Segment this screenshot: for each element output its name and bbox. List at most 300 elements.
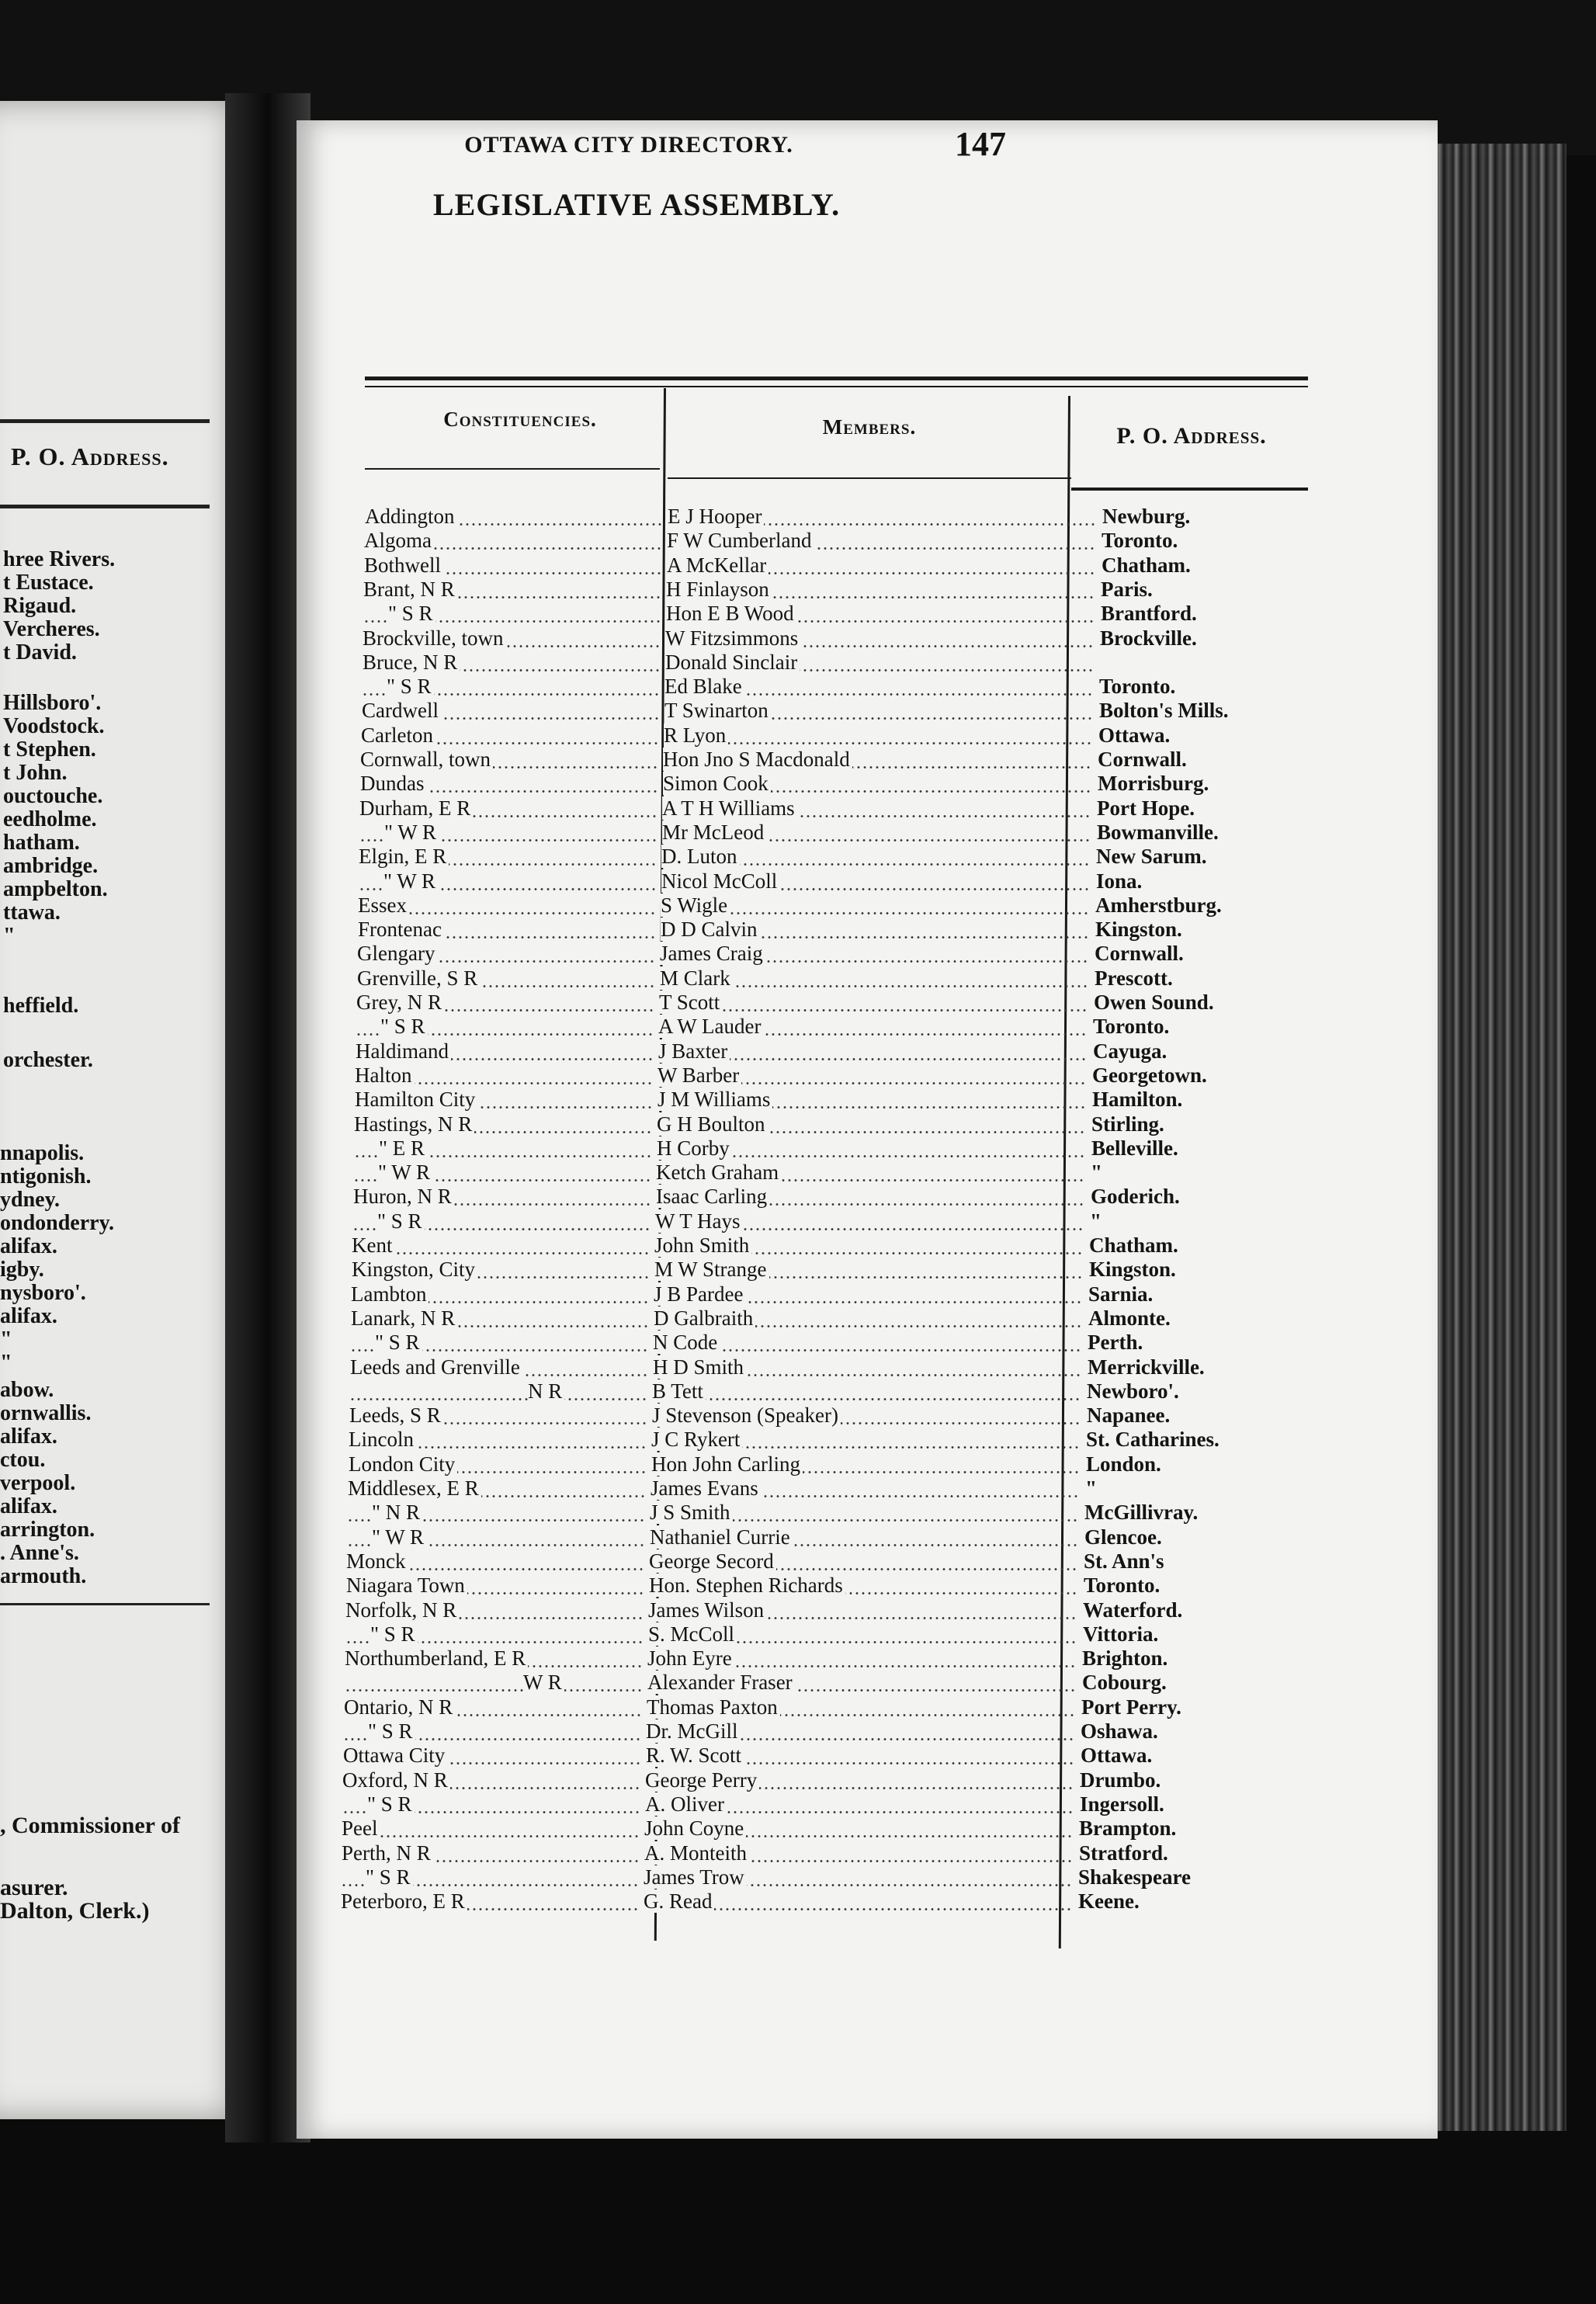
member-row [342,1841,1343,1865]
address-cell-text: Chatham. [1089,1234,1178,1257]
left-address-item: ondonderry. [0,1211,115,1235]
member-row [363,578,1365,602]
constituency-cell-text: Halton [355,1064,415,1087]
left-address-item: alifax. [0,1304,57,1328]
constituency-cell-text: Bruce, N R [363,651,460,674]
member-cell [667,529,1094,553]
member-row [360,748,1362,772]
member-cell [664,675,1091,699]
member-cell [648,1598,1075,1622]
left-address-item: " [0,1351,12,1375]
member-row [349,1379,1351,1404]
constituency-cell [342,1841,640,1865]
left-address-item: arrington. [0,1518,95,1542]
member-cell [644,1841,1071,1865]
address-cell [1100,626,1356,651]
constituency-cell-text: " W R [383,869,438,893]
member-cell [654,1282,1081,1306]
member-cell-text: T Scott [659,991,722,1014]
member-row [359,796,1361,821]
left-address-item: Voodstock. [3,714,105,738]
member-cell-text: E J Hooper [668,505,764,528]
left-address-item: t Eustace. [3,571,94,595]
address-cell-text: Waterford. [1083,1598,1183,1622]
member-cell [654,1234,1081,1258]
constituency-cell-text: Lincoln [349,1428,416,1451]
address-cell-text: Morrisburg. [1098,772,1209,795]
address-cell-text: Ottawa. [1098,723,1171,747]
member-row [347,1501,1348,1525]
address-cell-text: Port Hope. [1097,796,1195,820]
left-address-item: orchester. [3,1048,93,1072]
left-address-item: verpool. [0,1471,76,1495]
member-row [364,553,1365,578]
address-cell-text: Toronto. [1093,1015,1170,1038]
constituency-cell-text: London City [349,1452,457,1476]
member-cell-text: G. Read [644,1889,714,1913]
address-cell-text: Belleville. [1091,1136,1178,1160]
left-address-item: " [3,924,16,948]
address-cell [1098,748,1354,772]
address-cell-text: McGillivray. [1084,1501,1199,1524]
address-cell [1091,1161,1347,1185]
member-row [349,1452,1350,1476]
constituency-cell-text: Middlesex, E R [348,1476,481,1500]
constituency-cell-text: Lambton [351,1282,428,1306]
member-cell-text: M Clark [660,966,733,990]
constituency-cell [354,1136,653,1161]
member-cell-text: Alexander Fraser [647,1671,795,1694]
member-cell-text: Donald Sinclair [665,651,800,674]
constituency-cell [363,602,662,626]
member-row [359,821,1361,845]
member-cell [656,1161,1083,1185]
constituency-cell-text: Grenville, S R [357,966,480,990]
address-cell [1079,1841,1335,1865]
constituency-cell [356,1039,654,1064]
constituency-cell [363,578,662,602]
member-cell-text: John Smith [654,1234,751,1257]
constituency-cell [349,1404,648,1428]
member-cell [652,1404,1079,1428]
member-cell [647,1646,1074,1671]
address-cell-text: Owen Sound. [1094,991,1214,1014]
address-cell [1096,869,1352,893]
member-cell-text: M W Strange [654,1258,769,1281]
constituency-cell [347,1501,646,1525]
address-cell-text: Ingersoll. [1080,1792,1164,1816]
constituency-cell-text: Carleton [361,723,435,747]
left-address-item: Rigaud. [3,594,77,618]
address-cell-text: Brantford. [1101,602,1197,625]
address-cell [1088,1282,1344,1306]
address-cell [1080,1768,1336,1792]
member-cell [650,1501,1077,1525]
member-cell-text: Simon Cook [663,772,771,795]
constituency-cell [362,675,661,699]
constituency-cell [342,1816,640,1841]
member-cell-text: James Trow [644,1865,747,1889]
address-cell-text: " [1090,1209,1102,1233]
constituency-cell-text: Durham, E R [359,796,473,820]
member-cell-text: Nathaniel Currie [650,1525,793,1549]
member-cell [665,626,1092,651]
address-cell-text: Brampton. [1079,1816,1177,1840]
member-cell-text: N Code [653,1331,720,1354]
address-cell-text: Brockville. [1100,626,1197,650]
constituency-cell-text: " N R [372,1501,422,1524]
member-row [352,1258,1353,1282]
address-cell [1091,1112,1348,1136]
member-cell [649,1549,1076,1574]
left-address-item: nnapolis. [0,1141,85,1165]
constituency-cell-text: " S R [377,1209,425,1233]
address-cell [1092,1064,1348,1088]
address-cell-text: Kingston. [1089,1258,1176,1281]
member-cell-text: R Lyon [664,723,728,747]
constituency-cell-text: Peel [342,1816,380,1840]
member-row [363,651,1364,675]
address-cell-text: Amherstburg. [1095,893,1222,917]
left-address-item: Hillsboro'. [3,691,102,715]
address-cell [1092,1088,1348,1112]
constituency-cell [355,1064,654,1088]
address-cell-text: Cornwall. [1098,748,1187,771]
member-row [341,1889,1342,1914]
constituency-cell-text: Niagara Town [346,1574,467,1597]
constituency-cell [360,772,659,796]
constituency-cell-text: Cornwall, town [360,748,493,771]
constituency-cell-text: Monck [346,1549,408,1573]
address-cell-text: Cayuga. [1093,1039,1168,1063]
member-row [358,918,1359,942]
constituency-cell-text: Brockville, town [363,626,505,650]
address-cell [1087,1379,1343,1404]
member-cell [666,578,1093,602]
address-cell-text: " [1085,1476,1097,1500]
constituency-cell [361,723,660,748]
member-cell-text: S. McColl [648,1622,737,1646]
member-row [350,1331,1351,1355]
member-row [363,602,1365,626]
member-cell-text: A W Lauder [658,1015,763,1038]
constituency-cell-text: " S R [370,1622,418,1646]
address-cell-text: Merrickville. [1088,1355,1205,1379]
member-cell [658,1039,1085,1064]
address-cell [1099,675,1355,699]
address-cell-text: Toronto. [1084,1574,1161,1597]
address-cell-text: Cornwall. [1095,942,1184,965]
left-address-item: abow. [0,1378,54,1402]
member-cell-text: J Stevenson (Speaker) [652,1404,841,1427]
member-row [360,772,1362,796]
member-cell [658,1015,1085,1039]
member-cell [657,1064,1084,1088]
left-address-item: alifax. [0,1424,57,1449]
left-address-item: ntigonish. [0,1164,92,1188]
member-row [359,845,1360,869]
member-cell-text: Ed Blake [664,675,744,698]
address-cell [1095,918,1351,942]
constituency-cell-text: Essex [358,893,409,917]
left-address-item: ttawa. [3,900,61,925]
left-address-item: t David. [3,640,77,664]
address-cell-text: Georgetown. [1092,1064,1207,1087]
member-row [358,893,1359,918]
address-cell [1086,1428,1342,1452]
member-cell-text: H Corby [657,1136,732,1160]
member-cell [662,796,1089,821]
member-cell-text: Nicol McColl [661,869,779,893]
constituency-cell [350,1331,649,1355]
constituency-cell [346,1574,645,1598]
member-row [352,1234,1353,1258]
constituency-cell [341,1889,640,1914]
member-cell [657,1088,1084,1112]
constituency-cell [359,869,657,893]
member-cell-text: H D Smith [653,1355,746,1379]
constituency-cell-text: " E R [379,1136,427,1160]
constituency-cell-text: Ottawa City [343,1744,447,1767]
address-cell [1090,1209,1346,1234]
address-cell-text: Shakespeare [1078,1865,1192,1889]
constituency-cell-text: W R [523,1671,564,1694]
address-cell-text: St. Ann's [1084,1549,1164,1573]
constituency-cell [358,893,657,918]
member-row [348,1476,1349,1501]
member-row [361,723,1362,748]
address-cell-text: Cobourg. [1082,1671,1167,1694]
constituency-cell [349,1379,648,1404]
constituency-cell [362,699,661,723]
address-cell-text: Brighton. [1082,1646,1168,1670]
address-cell [1080,1792,1336,1816]
constituency-cell-text: " S R [367,1792,415,1816]
left-address-item: alifax. [0,1494,57,1518]
member-cell [657,1136,1084,1161]
constituency-cell-text: Bothwell [364,553,443,577]
member-cell [648,1622,1075,1646]
address-cell-text: London. [1086,1452,1161,1476]
member-row [346,1574,1348,1598]
address-cell [1085,1476,1341,1501]
address-cell-text: Sarnia. [1088,1282,1154,1306]
member-cell-text: Thomas Paxton [647,1695,780,1719]
header-constituencies: Constituencies. [443,408,597,431]
member-cell-text: J S Smith [650,1501,733,1524]
member-row [349,1428,1350,1452]
address-cell-text: Kingston. [1095,918,1182,941]
member-cell [668,505,1095,529]
member-cell-text: T Swinarton [664,699,771,722]
left-address-item: ambridge. [3,854,99,878]
constituency-cell [364,553,663,578]
constituency-cell [354,1112,653,1136]
member-cell-text: F W Cumberland [667,529,814,552]
constituency-cell-text: Kent [352,1234,394,1257]
page-edges [1427,144,1567,2131]
member-cell [664,699,1091,723]
address-cell [1091,1136,1348,1161]
constituency-cell [351,1306,650,1331]
member-row [365,505,1366,529]
title-rule-thick [365,376,1308,380]
left-address-item: eedholme. [3,807,97,831]
constituency-cell-text: Cardwell [362,699,441,722]
left-address-item: alifax. [0,1234,57,1258]
member-cell [644,1865,1070,1889]
member-row [359,869,1360,893]
address-cell [1094,991,1350,1015]
member-cell [666,602,1093,626]
constituency-cell [345,1671,644,1695]
member-cell [660,966,1087,991]
address-cell-text: Paris. [1101,578,1153,601]
left-address-item: ctou. [0,1448,46,1472]
member-cell [645,1768,1072,1792]
constituency-cell [360,748,659,772]
constituency-cell [357,966,656,991]
member-cell [656,1185,1083,1209]
address-cell-text: Oshawa. [1081,1719,1158,1743]
member-cell [644,1889,1070,1914]
address-cell-text: Bolton's Mills. [1099,699,1229,722]
address-cell [1081,1719,1337,1744]
address-cell [1087,1404,1343,1428]
member-cell [650,1525,1077,1549]
address-cell [1089,1258,1345,1282]
member-cell-text: Ketch Graham [656,1161,781,1184]
page-number: 147 [955,125,1006,163]
member-row [346,1549,1348,1574]
address-cell [1102,529,1358,553]
address-cell [1098,772,1354,796]
constituency-cell [347,1525,646,1549]
member-cell [660,942,1087,966]
constituency-cell-text: Ontario, N R [344,1695,455,1719]
member-cell [657,1112,1084,1136]
member-cell-text: John Coyne [644,1816,746,1840]
constituency-cell-text: Glengary [357,942,437,965]
member-row [345,1622,1347,1646]
member-cell [661,845,1088,869]
left-address-item: " [0,1327,12,1352]
constituency-cell [365,505,664,529]
address-cell [1082,1646,1338,1671]
address-cell-text: Perth. [1088,1331,1143,1354]
member-cell-text: James Evans [651,1476,761,1500]
constituency-cell-text: Hamilton City [355,1088,477,1111]
member-cell [663,748,1090,772]
constituency-cell-text: Oxford, N R [342,1768,450,1792]
member-cell [649,1574,1076,1598]
member-cell-text: Hon E B Wood [666,602,796,625]
address-cell [1084,1574,1340,1598]
member-cell-text: W T Hays [655,1209,743,1233]
member-row [350,1355,1351,1379]
member-cell-text: Hon Jno S Macdonald [663,748,852,771]
member-row [341,1865,1342,1889]
address-cell-text: Stratford. [1079,1841,1168,1865]
member-row [347,1525,1348,1549]
member-row [343,1719,1344,1744]
constituency-cell [352,1234,651,1258]
constituency-cell [345,1622,644,1646]
address-cell-text: Stirling. [1091,1112,1164,1136]
left-note-line: Dalton, Clerk.) [0,1898,150,1924]
address-cell [1095,942,1351,966]
constituency-cell-text: Dundas [360,772,427,795]
member-cell-text: A T H Williams [662,796,797,820]
member-cell-text: Hon John Carling [651,1452,803,1476]
constituency-cell [350,1355,649,1379]
left-rule-bottom [0,1603,210,1605]
address-cell [1079,1816,1335,1841]
member-row [344,1695,1345,1719]
constituency-cell-text: Elgin, E R [359,845,449,868]
member-cell-text: J B Pardee [654,1282,745,1306]
constituency-cell-text: Peterboro, E R [341,1889,467,1913]
constituency-cell-text: Leeds and Grenville [350,1355,522,1379]
address-cell [1084,1549,1340,1574]
address-cell [1099,699,1355,723]
left-address-item: heffield. [3,994,79,1018]
member-cell [646,1744,1073,1768]
constituency-cell-text: Haldimand [356,1039,451,1063]
member-row [354,1136,1355,1161]
member-row [354,1112,1355,1136]
constituency-cell [352,1209,651,1234]
constituency-cell [363,626,661,651]
constituency-cell-text: Lanark, N R [351,1306,457,1330]
member-row [345,1671,1346,1695]
constituency-cell [351,1282,650,1306]
constituency-cell-text: " S R [387,675,434,698]
left-address-item: . Anne's. [0,1541,79,1565]
address-cell-text: " [1091,1161,1102,1184]
left-address-item: nysboro'. [0,1281,86,1305]
constituency-cell [345,1646,644,1671]
member-cell [661,869,1088,893]
member-cell-text: D. Luton [661,845,740,868]
member-row [345,1646,1346,1671]
member-row [352,1209,1354,1234]
address-cell [1089,1234,1345,1258]
member-cell-text: J C Rykert [651,1428,742,1451]
address-cell-text: Newboro'. [1087,1379,1179,1403]
member-row [342,1792,1344,1816]
address-cell-text: Napanee. [1087,1404,1171,1427]
member-cell-text: Hon. Stephen Richards [649,1574,845,1597]
address-cell [1088,1355,1344,1379]
member-cell [651,1428,1078,1452]
constituency-cell-text: " W R [372,1525,426,1549]
constituency-cell [357,942,656,966]
constituency-cell [355,1088,654,1112]
constituency-cell [364,529,663,553]
address-cell [1091,1185,1347,1209]
constituency-cell [344,1695,643,1719]
constituency-cell [341,1865,640,1889]
address-cell [1083,1622,1339,1646]
member-row [351,1306,1352,1331]
address-cell-text: St. Catharines. [1086,1428,1220,1451]
address-cell [1098,723,1355,748]
member-cell-text: James Craig [660,942,765,965]
left-address-item: ydney. [0,1188,61,1212]
member-row [356,991,1358,1015]
constituency-cell [342,1792,641,1816]
